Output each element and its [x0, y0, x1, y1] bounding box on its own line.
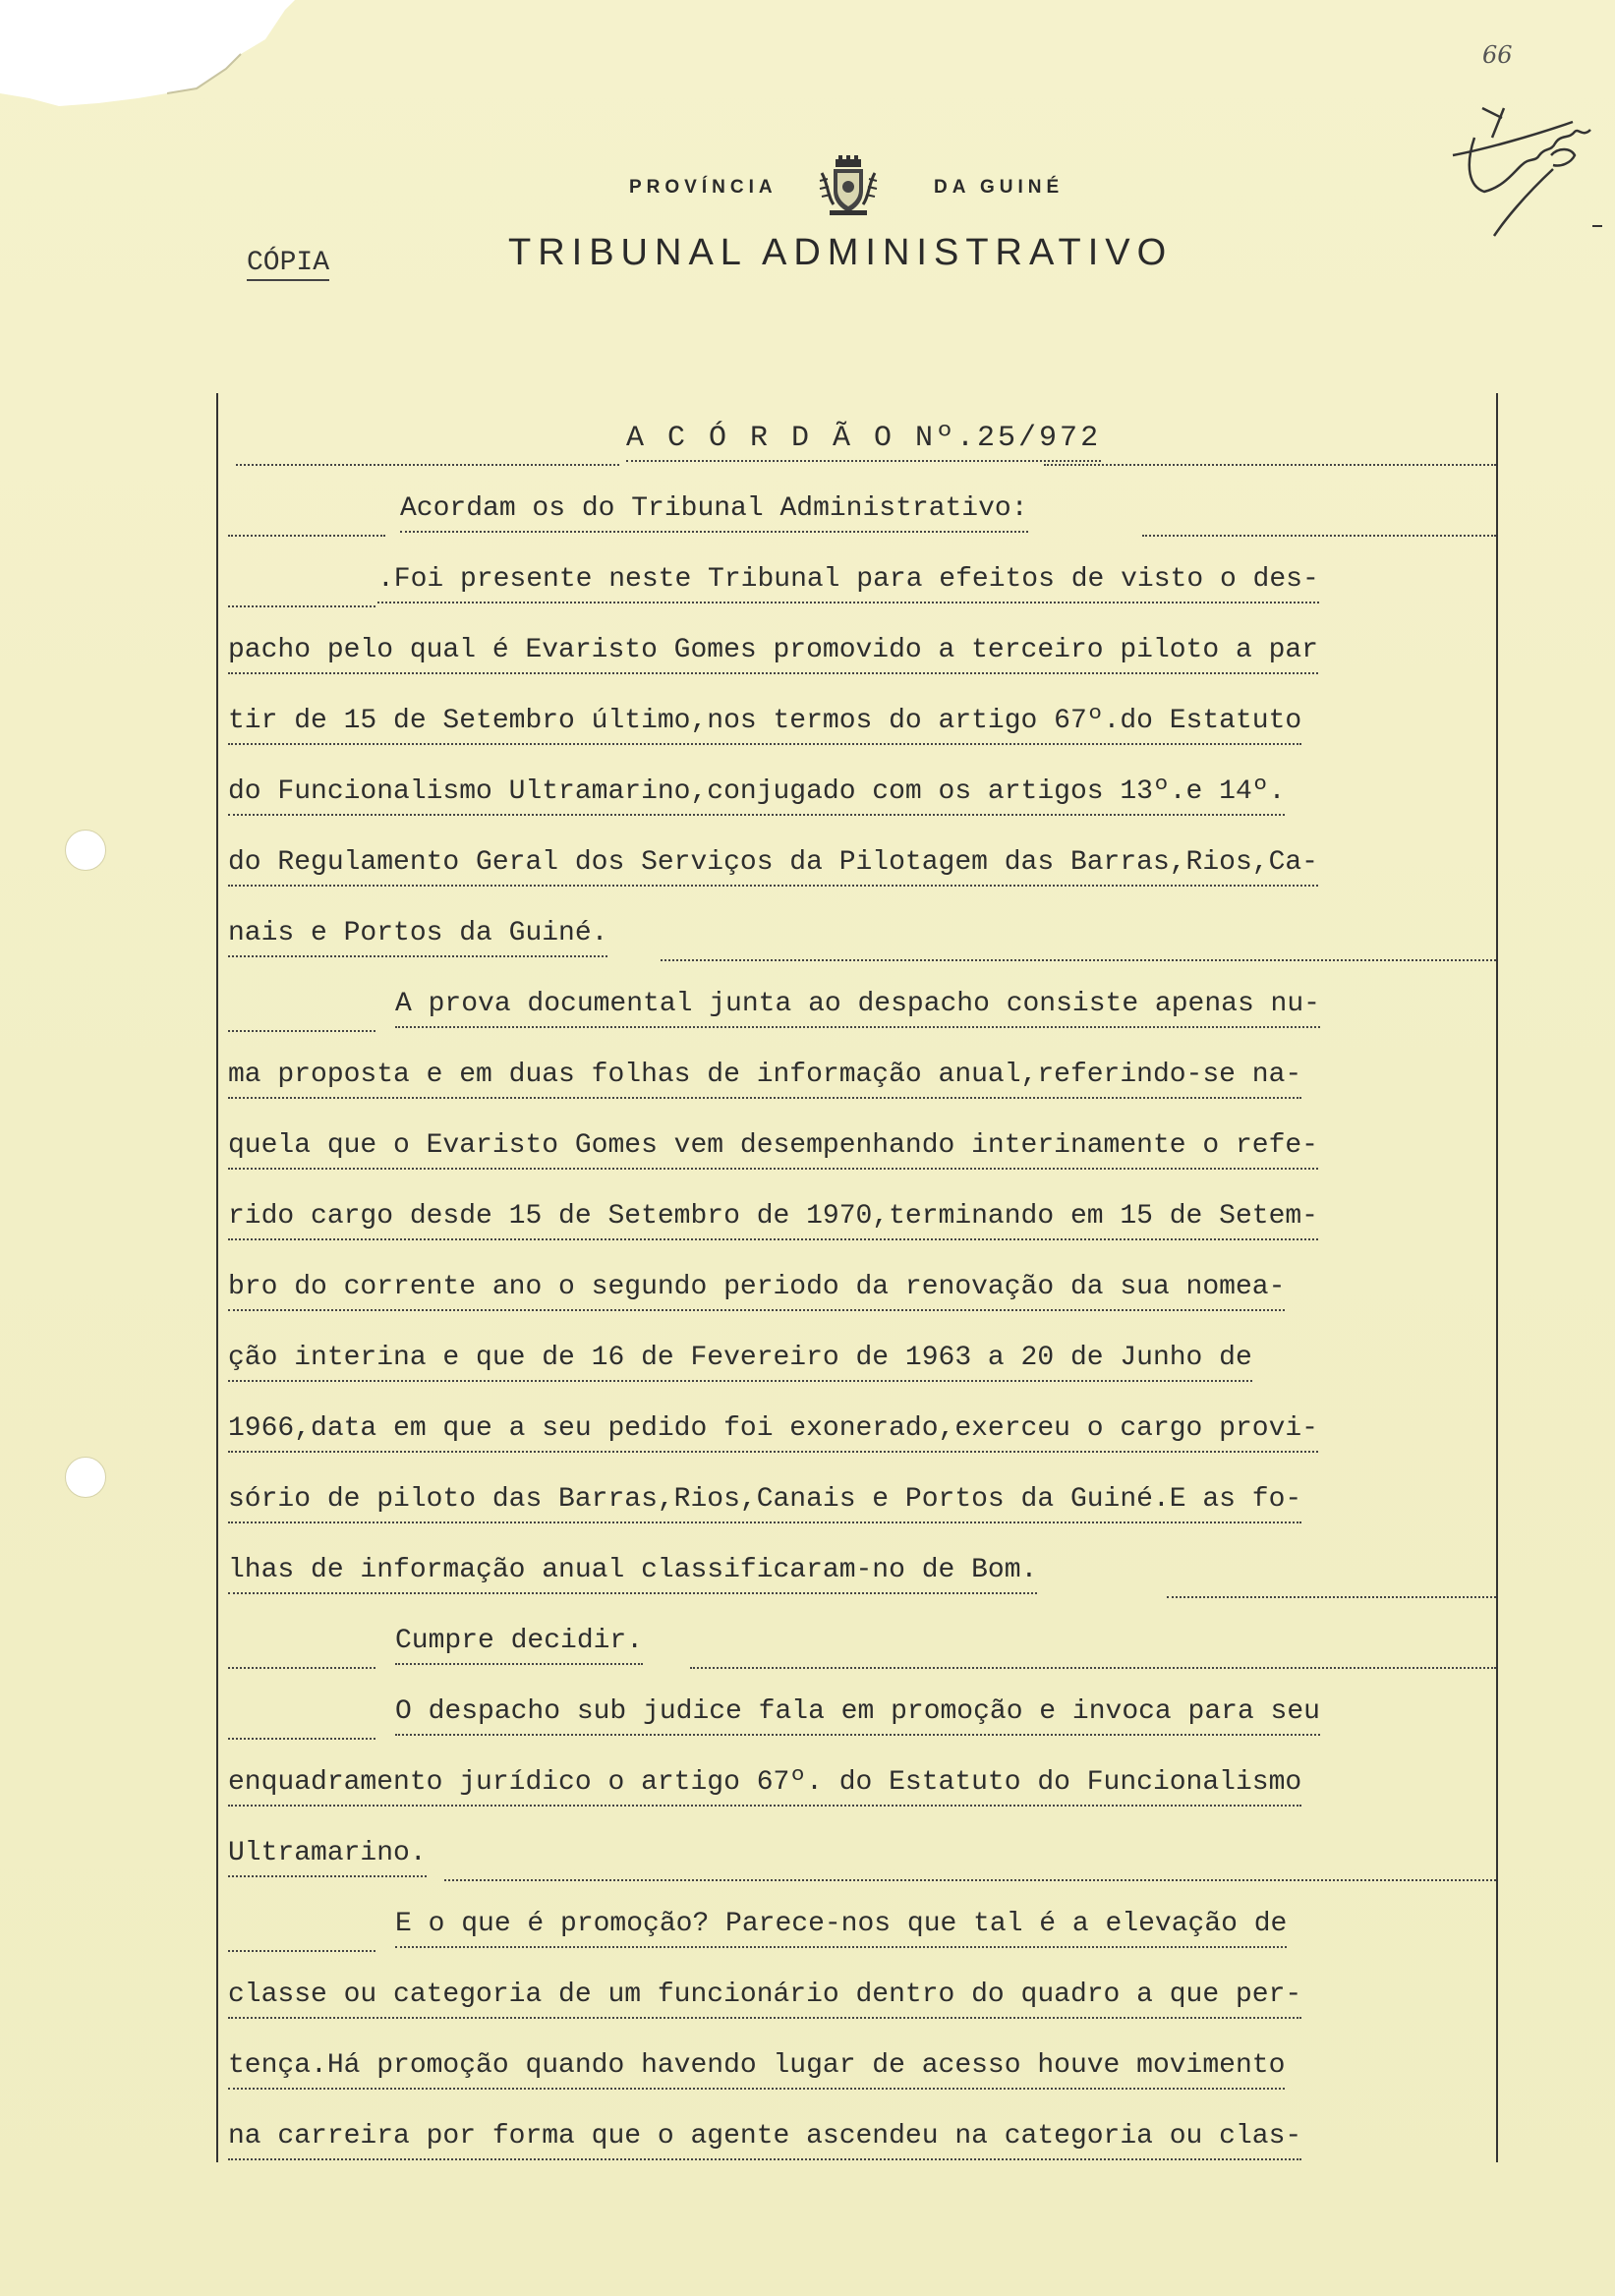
punch-hole-top: [65, 830, 106, 871]
text-line: lhas de informação anual classificaram-no de Bom.: [228, 1551, 1496, 1622]
text-line: bro do corrente ano o segundo periodo da renovação da sua nomea-: [228, 1268, 1496, 1339]
text-line: pacho pelo qual é Evaristo Gomes promovido a terceiro piloto a par: [228, 631, 1496, 702]
text-line: Acordam os do Tribunal Administrativo:: [228, 489, 1496, 560]
text-line: O despacho sub judice fala em promoção e invoca para seu: [228, 1693, 1496, 1763]
text-line: tir de 15 de Setembro último,nos termos do artigo 67º.do Estatuto: [228, 702, 1496, 773]
text-line: ma proposta e em duas folhas de informação anual,referindo-se na-: [228, 1056, 1496, 1126]
punch-hole-bottom: [65, 1457, 106, 1498]
text-line: ção interina e que de 16 de Fevereiro de 1963 a 20 de Junho de: [228, 1339, 1496, 1409]
text-line: rido cargo desde 15 de Setembro de 1970,terminando em 15 de Setem-: [228, 1197, 1496, 1268]
title-text: A C Ó R D Ã O Nº.25/972: [626, 419, 1101, 462]
province-label-right: DA GUINÉ: [934, 177, 1065, 198]
text-line: 1966,data em que a seu pedido foi exonerado,exerceu o cargo provi-: [228, 1409, 1496, 1480]
handwritten-signature-icon: [1445, 79, 1602, 246]
text-line: A prova documental junta ao despacho consiste apenas nu-: [228, 985, 1496, 1056]
text-line: E o que é promoção? Parece-nos que tal é a elevação de: [228, 1905, 1496, 1976]
margin-line-left: [216, 393, 218, 2162]
text-line: classe ou categoria de um funcionário dentro do quadro a que per-: [228, 1976, 1496, 2046]
coat-of-arms-icon: [818, 153, 879, 216]
margin-line-right: [1496, 393, 1498, 2162]
text-line: enquadramento jurídico o artigo 67º. do Estatuto do Funcionalismo: [228, 1763, 1496, 1834]
text-line: tença.Há promoção quando havendo lugar de acesso houve movimento: [228, 2046, 1496, 2117]
text-line: Ultramarino.: [228, 1834, 1496, 1905]
page-number: 66: [1482, 41, 1513, 69]
text-line: nais e Portos da Guiné.: [228, 914, 1496, 985]
court-name: TRIBUNAL ADMINISTRATIVO: [508, 232, 1174, 273]
text-line: .Foi presente neste Tribunal para efeitos de visto o des-: [228, 560, 1496, 631]
letterhead: [0, 169, 1615, 208]
document-title: [228, 419, 1496, 489]
text-line: Cumpre decidir.: [228, 1622, 1496, 1693]
text-line: quela que o Evaristo Gomes vem desempenhando interinamente o refe-: [228, 1126, 1496, 1197]
text-line: na carreira por forma que o agente ascendeu na categoria ou clas-: [228, 2117, 1496, 2188]
torn-corner: [0, 0, 295, 108]
text-line: do Funcionalismo Ultramarino,conjugado com os artigos 13º.e 14º.: [228, 773, 1496, 843]
text-line: sório de piloto das Barras,Rios,Canais e Portos da Guiné.E as fo-: [228, 1480, 1496, 1551]
text-line: do Regulamento Geral dos Serviços da Pilotagem das Barras,Rios,Ca-: [228, 843, 1496, 914]
copy-label: CÓPIA: [247, 248, 329, 281]
province-label-left: PROVÍNCIA: [629, 177, 778, 198]
